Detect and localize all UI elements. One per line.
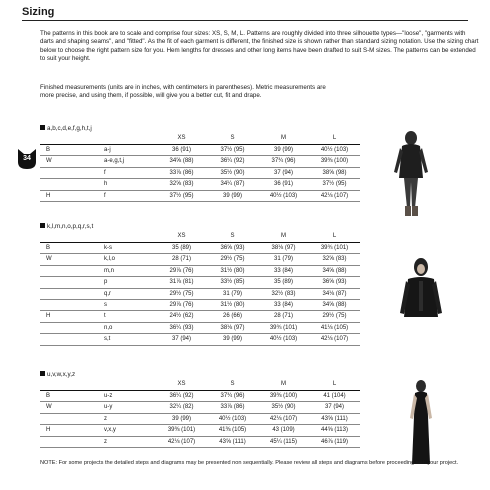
measurement-type: H [40,190,84,201]
size-value: 29½ (75) [207,254,258,265]
size-section-2 [40,222,360,346]
size-table [40,133,360,202]
measurement-type [40,322,84,333]
size-value: 31⅞ (81) [156,277,207,288]
pattern-codes: n,o [84,322,156,333]
size-value: 28 (71) [258,311,309,322]
size-value: 33⅞ (86) [156,167,207,178]
pattern-codes: t [84,311,156,322]
size-value: 34⅝ (88) [309,265,360,276]
size-value: 33 (84) [258,265,309,276]
section-heading: u,v,w,x,y,z [40,370,360,379]
size-value: 41 (104) [309,391,360,402]
size-header: M [258,379,309,391]
size-value: 38⅝ (98) [309,167,360,178]
table-row [40,145,360,156]
section-heading: k,l,m,n,o,p,q,r,s,t [40,222,360,231]
model-photo-1 [382,128,440,220]
size-value: 39 (99) [156,413,207,424]
table-row [40,413,360,424]
table-row [40,300,360,311]
measurement-type: B [40,391,84,402]
size-value: 32⅝ (83) [309,254,360,265]
table-row [40,179,360,190]
measurement-type [40,179,84,190]
header-row [40,133,360,145]
size-value: 42⅛ (107) [309,334,360,345]
measurement-type [40,167,84,178]
table-row [40,402,360,413]
size-value: 39¾ (101) [309,243,360,254]
table-row [40,167,360,178]
size-value: 29⅞ (76) [156,300,207,311]
pattern-codes: k-s [84,243,156,254]
pattern-codes: f [84,167,156,178]
pattern-codes: a-e,g,t,j [84,156,156,167]
table-row [40,311,360,322]
pattern-codes: f [84,190,156,201]
pattern-codes: z [84,436,156,447]
measurement-note: Finished measurements (units are in inches, with centimeters in parentheses). Metric measurements are more precise, and using them, if possible, will give you a better cut, fit and drape. [40,84,326,100]
size-value: 43⅝ (111) [309,413,360,424]
measurement-type: B [40,243,84,254]
measurement-type: W [40,156,84,167]
measurement-type [40,288,84,299]
size-value: 41⅛ (105) [309,322,360,333]
size-header: XS [156,379,207,391]
table-row [40,190,360,201]
header-row [40,231,360,243]
size-value: 31 (79) [258,254,309,265]
measurement-type [40,436,84,447]
size-value: 34⅛ (87) [309,288,360,299]
size-value: 34⅝ (88) [156,156,207,167]
size-header: L [309,231,360,243]
table-row [40,156,360,167]
size-value: 36¼ (92) [207,156,258,167]
size-value: 32⅝ (83) [156,179,207,190]
size-value: 31 (79) [207,288,258,299]
table-row [40,334,360,345]
size-header: L [309,379,360,391]
size-header: L [309,133,360,145]
size-value: 36 (91) [258,179,309,190]
size-value: 37 (94) [156,334,207,345]
size-value: 29½ (75) [156,288,207,299]
size-value: 37¾ (96) [207,391,258,402]
measurement-type [40,277,84,288]
table-row [40,391,360,402]
size-value: 37¾ (96) [258,156,309,167]
size-value: 32¼ (82) [156,402,207,413]
measurement-type: W [40,254,84,265]
size-value: 35½ (90) [258,402,309,413]
size-value: 46⅞ (119) [309,436,360,447]
pattern-codes: q,r [84,288,156,299]
pattern-codes: m,n [84,265,156,276]
measurement-type [40,265,84,276]
measurement-type [40,334,84,345]
size-value: 42⅛ (107) [258,413,309,424]
size-value: 32½ (83) [258,288,309,299]
size-table [40,231,360,346]
size-value: 35½ (90) [207,167,258,178]
pattern-codes: v,x,y [84,425,156,436]
size-value: 37½ (95) [207,145,258,156]
size-value: 39 (99) [258,145,309,156]
size-header: S [207,379,258,391]
pattern-codes: a-j [84,145,156,156]
measurement-type: W [40,402,84,413]
size-value: 38⅛ (97) [258,243,309,254]
pattern-codes: s,t [84,334,156,345]
pattern-codes: u-y [84,402,156,413]
size-value: 31½ (80) [207,300,258,311]
size-value: 36¼ (93) [156,322,207,333]
size-value: 36¼ (92) [156,391,207,402]
size-value: 39⅜ (100) [258,391,309,402]
size-value: 34¼ (87) [207,179,258,190]
size-value: 36⅝ (93) [309,277,360,288]
size-value: 35 (89) [156,243,207,254]
measurement-type [40,413,84,424]
size-header: M [258,231,309,243]
size-header: M [258,133,309,145]
measurement-type: H [40,311,84,322]
size-header: XS [156,133,207,145]
size-value: 42⅛ (107) [156,436,207,447]
size-value: 45¼ (115) [258,436,309,447]
size-value: 39⅜ (101) [156,425,207,436]
size-value: 31½ (80) [207,265,258,276]
page-title: Sizing [22,6,55,18]
size-value: 40½ (103) [258,334,309,345]
size-section-3 [40,370,360,448]
size-value: 42⅛ (107) [309,190,360,201]
size-value: 26 (66) [207,311,258,322]
section-heading: a,b,c,d,e,f,g,h,t,j [40,124,360,133]
footnote: NOTE: For some projects the detailed steps and diagrams may be presented non sequentially. Please review all steps and diagrams before proceeding with your project. [40,460,459,466]
size-table [40,379,360,448]
size-header: XS [156,231,207,243]
pattern-codes: s [84,300,156,311]
title-rule [22,20,468,21]
square-bullet-icon [40,371,45,376]
size-value: 33½ (85) [207,277,258,288]
square-bullet-icon [40,125,45,130]
header-row [40,379,360,391]
size-value: 37 (94) [309,402,360,413]
pattern-codes: z [84,413,156,424]
size-section-1 [40,124,360,202]
pattern-codes: p [84,277,156,288]
size-value: 41⅜ (105) [207,425,258,436]
size-value: 37½ (95) [156,190,207,201]
size-value: 40½ (103) [258,190,309,201]
size-value: 28 (71) [156,254,207,265]
pattern-codes: u-z [84,391,156,402]
size-value: 33⅞ (86) [207,402,258,413]
pattern-codes: h [84,179,156,190]
measurement-type: H [40,425,84,436]
square-bullet-icon [40,223,45,228]
size-value: 35 (89) [258,277,309,288]
size-value: 40½ (103) [207,413,258,424]
table-row [40,288,360,299]
size-value: 44⅝ (113) [309,425,360,436]
pattern-codes: k,l,o [84,254,156,265]
table-row [40,322,360,333]
table-row [40,243,360,254]
size-value: 43⅝ (111) [207,436,258,447]
size-value: 39 (99) [207,334,258,345]
page-number: 34 [23,155,31,162]
size-value: 37 (94) [258,167,309,178]
size-value: 37½ (95) [309,179,360,190]
size-value: 39⅜ (100) [309,156,360,167]
measurement-type [40,300,84,311]
model-photo-3 [396,378,446,468]
size-value: 40½ (103) [309,145,360,156]
model-photo-2 [392,255,450,347]
size-value: 36⅝ (93) [207,243,258,254]
table-row [40,436,360,447]
size-value: 34⅝ (88) [309,300,360,311]
table-row [40,277,360,288]
size-value: 29⅞ (76) [156,265,207,276]
size-header: S [207,133,258,145]
table-row [40,425,360,436]
table-row [40,265,360,276]
size-value: 24½ (62) [156,311,207,322]
size-value: 29½ (75) [309,311,360,322]
size-value: 39¾ (101) [258,322,309,333]
page-number-badge [16,148,38,170]
table-row [40,254,360,265]
size-value: 36 (91) [156,145,207,156]
size-value: 38⅛ (97) [207,322,258,333]
size-value: 39 (99) [207,190,258,201]
size-value: 33 (84) [258,300,309,311]
size-header: S [207,231,258,243]
measurement-type: B [40,145,84,156]
intro-paragraph: The patterns in this book are to scale and comprise four sizes: XS, S, M, L. Patterns are roughly divided into three silhouette types—"loose", "garments with darts and shaping seams", and "fitted". As the fit of each garment is different, the finished size is shown rather than standard sizing notation. Use the sizing chart below to choose the right pattern size for you. Hem lengths for dresses and other long items have been drafted to suit S-M sizes. The patterns can be extended to suit your height. [40,30,479,62]
size-value: 43 (109) [258,425,309,436]
